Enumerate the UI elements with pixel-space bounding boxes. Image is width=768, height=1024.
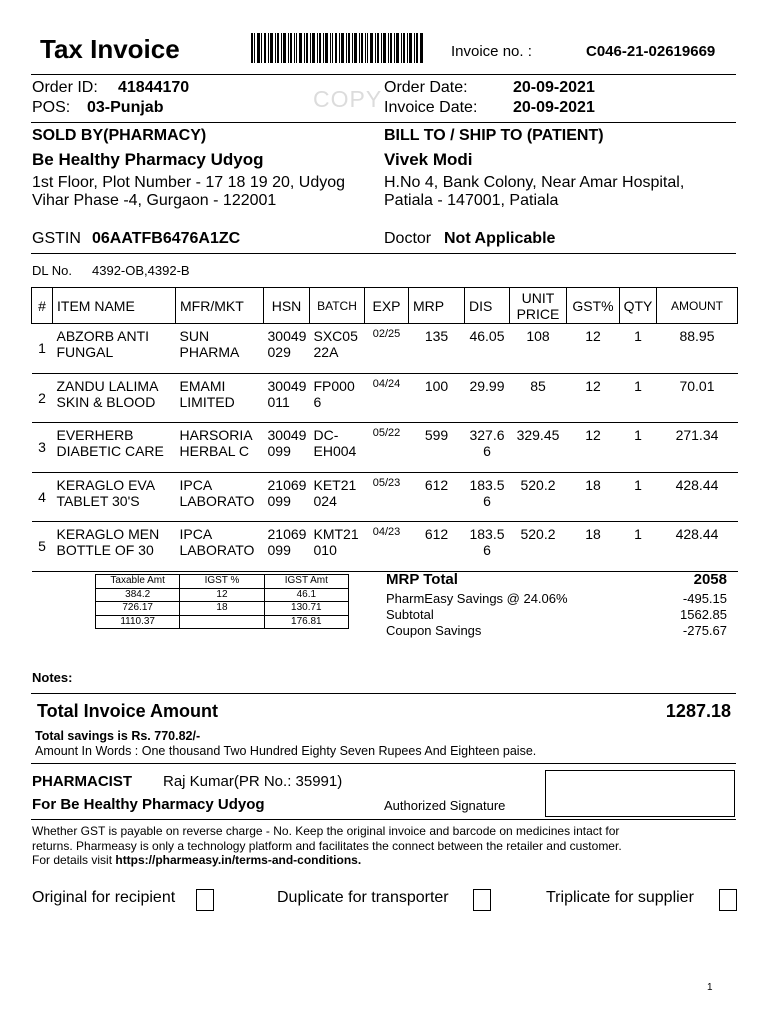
dl-number: 4392-OB,4392-B: [92, 263, 190, 278]
seller-address-line1: 1st Floor, Plot Number - 17 18 19 20, Udyog: [32, 174, 346, 191]
doctor-value: Not Applicable: [444, 230, 556, 247]
item-hsn: [264, 522, 310, 572]
total-label: Total Invoice Amount: [37, 701, 219, 721]
item-amount: 70.01: [657, 373, 738, 423]
col-gst: GST%: [567, 288, 620, 324]
item-hsn-line1: 21069: [267, 526, 307, 542]
invoice-no: C046-21-02619669: [586, 43, 716, 60]
tax-summary-table: [95, 574, 349, 629]
item-mfr: [176, 324, 264, 374]
item-batch: [310, 472, 365, 522]
item-name: [53, 472, 176, 522]
table-row: [32, 373, 738, 423]
divider: [31, 122, 736, 123]
tax-col-taxable: Taxable Amt: [96, 575, 180, 589]
item-unit-price: 108: [510, 324, 567, 374]
tax-cell-igst-amt: 130.71: [264, 602, 348, 616]
item-hsn: [264, 472, 310, 522]
item-qty: 1: [620, 324, 657, 374]
item-gst: 18: [567, 472, 620, 522]
savings-value: -495.15: [682, 591, 727, 606]
item-hsn-line1: 30049: [267, 377, 307, 394]
doctor-label: Doctor: [384, 230, 432, 247]
item-batch: [310, 324, 365, 374]
tax-cell-igst-pct: [180, 615, 264, 629]
item-hsn-line2: 099: [267, 443, 291, 459]
item-hsn-line2: 011: [267, 393, 290, 410]
tax-header-row: [96, 575, 349, 589]
invoice-date: 20-09-2021: [513, 99, 595, 116]
subtotal-value: 1562.85: [680, 607, 727, 622]
item-mfr-line2: LABORATO: [179, 542, 255, 558]
item-dis: [465, 522, 510, 572]
coupon-label: Coupon Savings: [386, 623, 482, 638]
gstin-label: GSTIN: [32, 230, 81, 247]
item-batch-line1: FP000: [313, 377, 355, 394]
notes-label: Notes:: [32, 670, 73, 685]
buyer-name: Vivek Modi: [384, 150, 473, 169]
item-dis: [465, 373, 510, 423]
divider: [31, 253, 736, 254]
item-mrp: 612: [409, 522, 465, 572]
tax-col-igst-amt: IGST Amt: [264, 575, 348, 589]
table-row: [32, 423, 738, 473]
mrp-total-label: MRP Total: [386, 571, 458, 588]
col-item-name: ITEM NAME: [53, 288, 176, 324]
item-dis-line2: 6: [483, 542, 491, 558]
invoice-title: Tax Invoice: [40, 34, 180, 64]
item-gst: 18: [567, 522, 620, 572]
item-dis-line2: 6: [483, 443, 491, 459]
authorized-signature-label: Authorized Signature: [384, 798, 506, 813]
item-mfr: [176, 522, 264, 572]
item-batch-line2: EH004: [313, 443, 357, 459]
item-exp: 05/22: [365, 423, 409, 473]
item-dis-line1: 183.5: [469, 526, 505, 542]
divider: [31, 763, 736, 764]
gstin: 06AATFB6476A1ZC: [92, 230, 241, 247]
item-index: 1: [32, 324, 53, 374]
col-idx: #: [32, 288, 53, 324]
item-batch-line1: KET21: [313, 476, 357, 493]
item-mfr-line1: IPCA: [179, 526, 213, 542]
order-id-label: Order ID:: [32, 79, 98, 96]
item-hsn: [264, 423, 310, 473]
original-checkbox[interactable]: [196, 889, 214, 911]
divider: [31, 74, 736, 75]
col-batch: BATCH: [310, 288, 365, 324]
col-qty: QTY: [620, 288, 657, 324]
col-mrp: MRP: [409, 288, 465, 324]
item-index: 4: [32, 472, 53, 522]
item-name: [53, 324, 176, 374]
item-exp: 04/24: [365, 373, 409, 423]
item-name: [53, 373, 176, 423]
buyer-heading: BILL TO / SHIP TO (PATIENT): [384, 127, 604, 144]
invoice-no-label: Invoice no. :: [451, 43, 532, 60]
table-row: [32, 522, 738, 572]
total-amount: 1287.18: [665, 701, 731, 721]
savings-label: PharmEasy Savings @ 24.06%: [386, 591, 568, 606]
table-row: [32, 472, 738, 522]
order-date: 20-09-2021: [513, 79, 595, 96]
duplicate-label: Duplicate for transporter: [277, 889, 449, 906]
item-hsn: [264, 373, 310, 423]
item-exp: 05/23: [365, 472, 409, 522]
footer-line2: returns. Pharmeasy is only a technology platform and facilitates the connect between the retailer and customer.: [32, 839, 622, 853]
item-dis-line1: 46.05: [469, 328, 505, 344]
total-savings-text: Total savings is Rs. 770.82/-: [35, 729, 201, 743]
original-label: Original for recipient: [32, 889, 176, 906]
items-header-row: [32, 288, 738, 324]
col-exp: EXP: [365, 288, 409, 324]
item-unit-price: 85: [510, 373, 567, 423]
coupon-value: -275.67: [682, 623, 727, 638]
item-mfr: [176, 472, 264, 522]
item-batch-line1: DC-: [313, 427, 339, 443]
pharmacist-name: Raj Kumar(PR No.: 35991): [163, 773, 343, 790]
pos-label: POS:: [32, 99, 71, 116]
item-index: 5: [32, 522, 53, 572]
item-name: [53, 423, 176, 473]
item-gst: 12: [567, 373, 620, 423]
item-mfr-line1: IPCA: [179, 476, 213, 493]
item-mfr-line1: HARSORIA: [179, 427, 253, 443]
tax-cell-igst-pct: 12: [180, 588, 264, 602]
item-name-line2: FUNGAL: [56, 344, 114, 360]
item-amount: 428.44: [657, 472, 738, 522]
item-batch-line2: 024: [313, 492, 337, 509]
item-mfr: [176, 373, 264, 423]
item-name-line1: EVERHERB: [56, 427, 134, 443]
item-qty: 1: [620, 423, 657, 473]
copy-watermark: COPY: [313, 86, 383, 112]
item-name-line2: SKIN & BLOOD: [56, 393, 156, 410]
duplicate-checkbox[interactable]: [473, 889, 491, 911]
item-mfr-line2: LIMITED: [179, 393, 235, 410]
item-batch-line2: 010: [313, 542, 337, 558]
item-mrp: 599: [409, 423, 465, 473]
footer-line3-prefix: For details visit: [32, 853, 116, 867]
item-batch-line2: 22A: [313, 344, 339, 360]
item-exp: 04/23: [365, 522, 409, 572]
item-amount: 88.95: [657, 324, 738, 374]
tax-col-igst-pct: IGST %: [180, 575, 264, 589]
item-name-line2: TABLET 30'S: [56, 492, 140, 509]
item-mrp: 612: [409, 472, 465, 522]
item-mfr-line2: LABORATO: [179, 492, 255, 509]
item-dis: [465, 472, 510, 522]
pharmacist-label: PHARMACIST: [32, 773, 132, 790]
tax-row: [96, 615, 349, 629]
for-pharmacy-label: For Be Healthy Pharmacy Udyog: [32, 796, 265, 813]
col-unit-price: [510, 288, 567, 324]
item-hsn-line2: 099: [267, 492, 291, 509]
item-hsn-line2: 029: [267, 344, 291, 360]
tax-cell-taxable-amt: 726.17: [96, 602, 180, 616]
tax-cell-igst-pct: 18: [180, 602, 264, 616]
item-batch-line2: 6: [313, 393, 322, 410]
item-batch-line1: KMT21: [313, 526, 359, 542]
pos-value: 03-Punjab: [87, 99, 164, 116]
item-amount: 271.34: [657, 423, 738, 473]
item-mfr-line1: SUN: [179, 328, 210, 344]
divider: [31, 693, 736, 694]
buyer-address-line1: H.No 4, Bank Colony, Near Amar Hospital,: [384, 174, 685, 191]
item-mfr-line2: PHARMA: [179, 344, 240, 360]
item-dis: [465, 324, 510, 374]
item-batch: [310, 373, 365, 423]
item-dis-line1: 183.5: [469, 476, 505, 493]
terms-link[interactable]: https://pharmeasy.in/terms-and-conditions.: [115, 853, 362, 867]
signature-box: [545, 770, 735, 817]
item-name-line2: DIABETIC CARE: [56, 443, 164, 459]
page-number: 1: [707, 982, 713, 993]
item-dis-line1: 29.99: [469, 377, 505, 394]
item-batch-line1: SXC05: [313, 328, 358, 344]
tax-cell-igst-amt: 46.1: [264, 588, 348, 602]
item-batch: [310, 522, 365, 572]
item-qty: 1: [620, 472, 657, 522]
item-mfr-line2: HERBAL C: [179, 443, 250, 459]
seller-name: Be Healthy Pharmacy Udyog: [32, 150, 264, 169]
footer-line1: Whether GST is payable on reverse charge - No. Keep the original invoice and barcode on medicines intact for: [32, 824, 620, 838]
item-hsn-line2: 099: [267, 542, 291, 558]
item-index: 2: [32, 373, 53, 423]
items-table: [31, 287, 738, 572]
item-name-line1: KERAGLO EVA: [56, 476, 156, 493]
item-dis-line1: 327.6: [469, 427, 505, 443]
item-mrp: 100: [409, 373, 465, 423]
order-id: 41844170: [118, 79, 190, 96]
seller-heading: SOLD BY(PHARMACY): [32, 127, 207, 144]
item-hsn: [264, 324, 310, 374]
item-gst: 12: [567, 324, 620, 374]
item-name-line2: BOTTLE OF 30: [56, 542, 154, 558]
invoice-date-label: Invoice Date:: [384, 99, 478, 116]
item-exp: 02/25: [365, 324, 409, 374]
item-dis-line2: 6: [483, 492, 491, 509]
col-hsn: HSN: [264, 288, 310, 324]
item-qty: 1: [620, 373, 657, 423]
item-mfr-line1: EMAMI: [179, 377, 226, 394]
table-row: [32, 324, 738, 374]
divider: [31, 819, 736, 820]
item-name-line1: ABZORB ANTI: [56, 328, 150, 344]
tax-cell-igst-amt: 176.81: [264, 615, 348, 629]
triplicate-label: Triplicate for supplier: [546, 889, 694, 906]
col-mfr: MFR/MKT: [176, 288, 264, 324]
item-name-line1: KERAGLO MEN: [56, 526, 160, 542]
subtotal-label: Subtotal: [386, 607, 434, 622]
item-hsn-line1: 21069: [267, 476, 307, 493]
col-unit-price-line2: PRICE: [516, 305, 560, 322]
item-index: 3: [32, 423, 53, 473]
item-unit-price: 520.2: [510, 472, 567, 522]
item-dis: [465, 423, 510, 473]
item-name: [53, 522, 176, 572]
item-unit-price: 520.2: [510, 522, 567, 572]
item-qty: 1: [620, 522, 657, 572]
col-amount: AMOUNT: [657, 288, 738, 324]
col-unit-price-line1: UNIT: [521, 289, 555, 306]
order-date-label: Order Date:: [384, 79, 468, 96]
amount-in-words: Amount In Words : One thousand Two Hundred Eighty Seven Rupees And Eighteen paise.: [35, 744, 537, 758]
col-dis: DIS: [465, 288, 510, 324]
seller-address-line2: Vihar Phase -4, Gurgaon - 122001: [32, 192, 277, 209]
item-amount: 428.44: [657, 522, 738, 572]
footer-line3: [32, 853, 361, 867]
tax-cell-taxable-amt: 384.2: [96, 588, 180, 602]
tax-row: [96, 602, 349, 616]
item-unit-price: 329.45: [510, 423, 567, 473]
item-mrp: 135: [409, 324, 465, 374]
item-name-line1: ZANDU LALIMA: [56, 377, 159, 394]
triplicate-checkbox[interactable]: [719, 889, 737, 911]
tax-row: [96, 588, 349, 602]
dl-label: DL No.: [32, 263, 72, 278]
buyer-address-line2: Patiala - 147001, Patiala: [384, 192, 559, 209]
mrp-total: 2058: [693, 571, 727, 588]
barcode: [251, 33, 423, 63]
item-gst: 12: [567, 423, 620, 473]
item-batch: [310, 423, 365, 473]
item-hsn-line1: 30049: [267, 328, 307, 344]
tax-cell-taxable-amt: 1110.37: [96, 615, 180, 629]
item-mfr: [176, 423, 264, 473]
item-hsn-line1: 30049: [267, 427, 307, 443]
